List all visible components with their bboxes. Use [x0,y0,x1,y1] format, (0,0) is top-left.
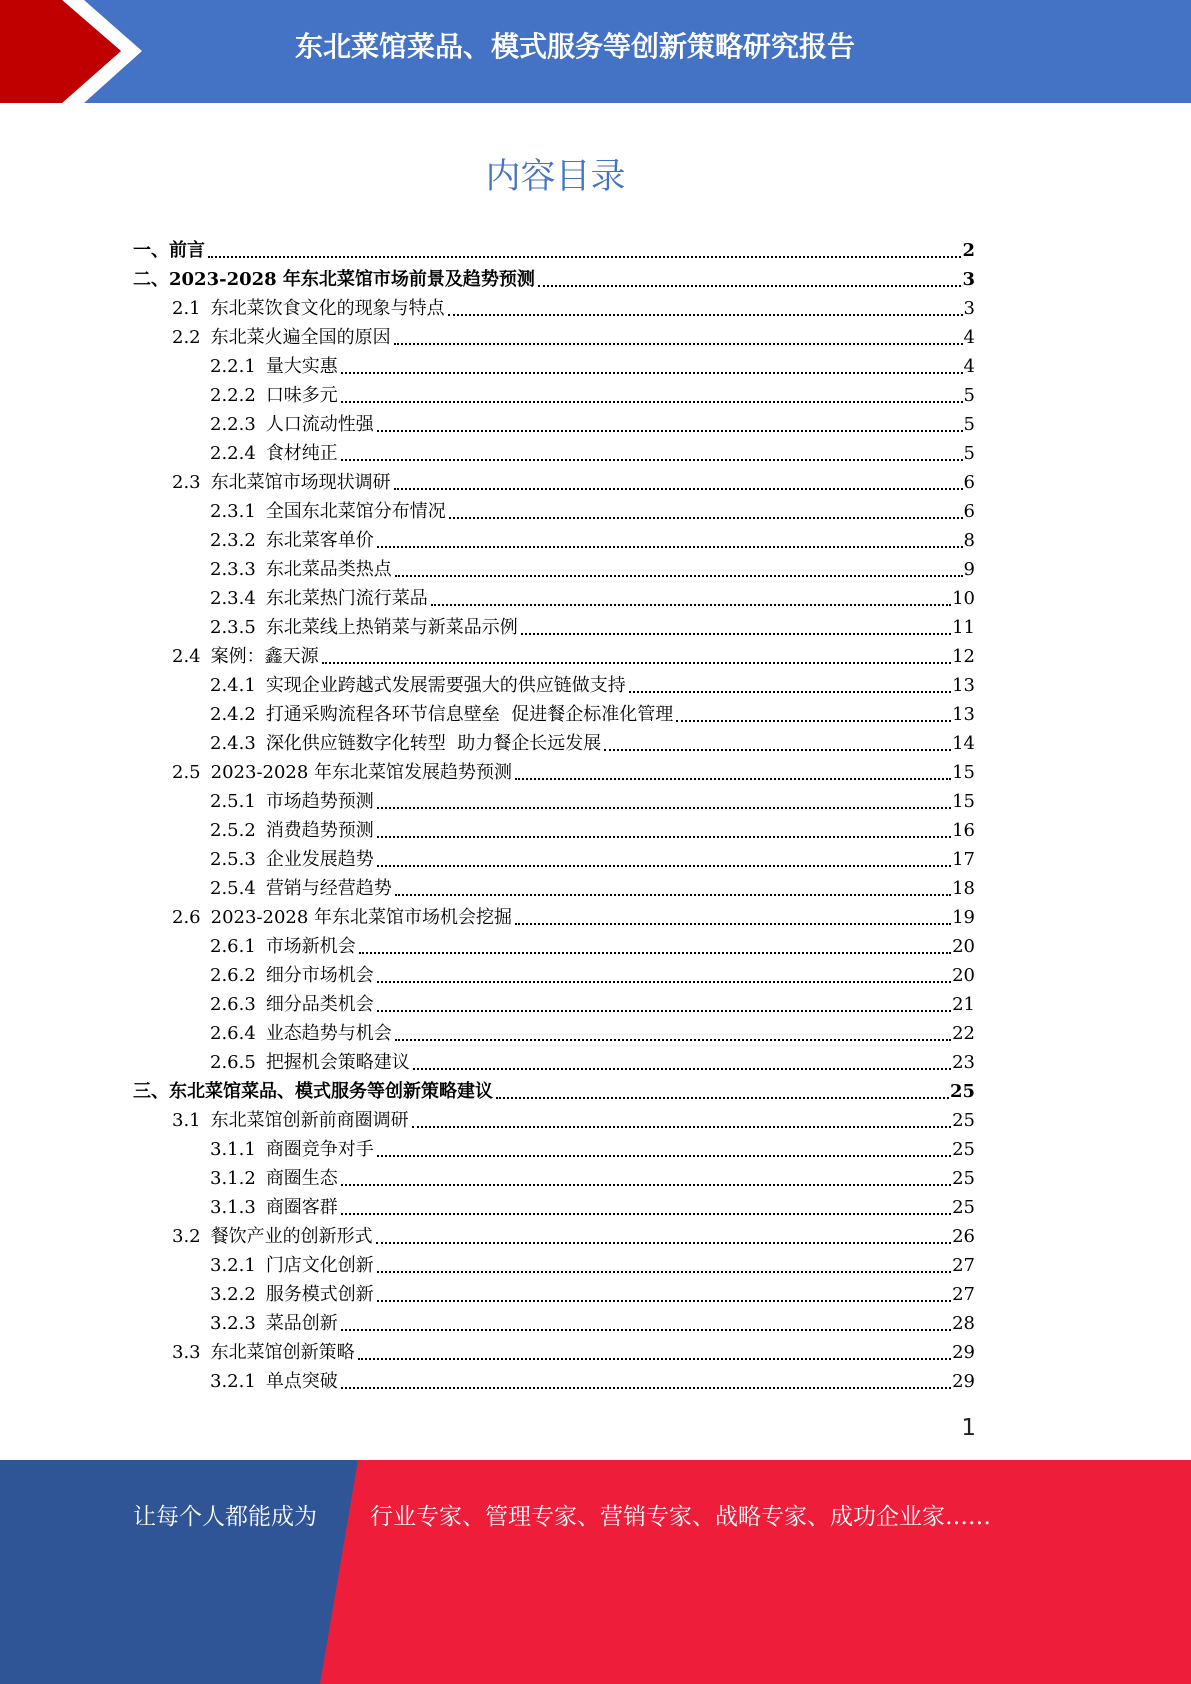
toc-entry-page: 5 [963,443,975,464]
toc-leader-dots [358,1357,951,1360]
toc-leader-dots [395,893,951,896]
toc-entry-title: 东北菜馆创新前商圈调研 [210,1110,409,1131]
toc-entry-page: 19 [952,907,975,928]
toc-leader-dots [377,429,963,432]
toc-entry[interactable] [133,584,975,613]
toc-entry-number: 2.1 [172,298,201,319]
toc-entry[interactable] [133,1164,975,1193]
toc-entry-title: 量大实惠 [265,356,338,377]
toc-leader-dots [412,1125,951,1128]
toc-entry[interactable] [133,497,975,526]
toc-entry[interactable] [133,613,975,642]
toc-entry-page: 5 [963,385,975,406]
toc-entry-page: 20 [952,936,975,957]
toc-entry-page: 3 [962,269,975,290]
toc-entry-title: 商圈生态 [265,1168,338,1189]
toc-entry-title: 东北菜火遍全国的原因 [210,327,391,348]
toc-entry-title: 商圈竞争对手 [265,1139,374,1160]
toc-entry-title: 把握机会策略建议 [265,1052,410,1073]
page-header-band [0,0,1191,103]
toc-entry-number: 2.2.3 [210,414,256,435]
toc-entry[interactable] [133,352,975,381]
toc-entry-page: 22 [952,1023,975,1044]
toc-entry-number: 2.6.4 [210,1023,256,1044]
toc-entry[interactable] [133,1048,975,1077]
toc-entry[interactable] [133,1280,975,1309]
toc-entry-page: 27 [952,1284,975,1305]
toc-entry-number: 3.2 [172,1226,201,1247]
toc-entry[interactable] [133,555,975,584]
toc-entry-title: 菜品创新 [265,1313,338,1334]
toc-leader-dots [322,661,951,664]
toc-entry[interactable] [133,1135,975,1164]
toc-leader-dots [395,574,963,577]
toc-leader-dots [341,371,963,374]
footer-blue-band [0,1460,358,1684]
toc-entry-page: 25 [949,1081,975,1102]
toc-entry-page: 6 [963,472,975,493]
toc-leader-dots [377,835,951,838]
toc-entry[interactable] [133,700,975,729]
toc-entry-title: 市场新机会 [265,936,356,957]
toc-leader-dots [341,1386,951,1389]
toc-leader-dots [377,1009,951,1012]
toc-entry-page: 20 [952,965,975,986]
toc-entry-number: 2.5.1 [210,791,256,812]
toc-leader-dots [395,1038,951,1041]
toc-entry[interactable] [133,381,975,410]
toc-entry-title: 东北菜热门流行菜品 [265,588,428,609]
toc-leader-dots [676,719,951,722]
toc-entry-number: 2.6.1 [210,936,256,957]
toc-entry-number: 一、 [133,240,169,261]
toc-leader-dots [341,1328,951,1331]
toc-entry-title: 餐饮产业的创新形式 [210,1226,373,1247]
toc-entry-title: 案例：鑫天源 [210,646,319,667]
toc-entry-page: 27 [952,1255,975,1276]
toc-entry[interactable] [133,932,975,961]
toc-entry-title: 营销与经营趋势 [265,878,392,899]
toc-entry-title: 前言 [169,240,205,261]
toc-entry-page: 12 [952,646,975,667]
toc-entry-title: 企业发展趋势 [265,849,374,870]
toc-entry[interactable] [133,961,975,990]
toc-entry[interactable] [133,1019,975,1048]
toc-entry-number: 3.2.1 [210,1371,256,1392]
toc-entry-page: 29 [952,1342,975,1363]
toc-leader-dots [341,1212,951,1215]
toc-entry-title: 单点突破 [265,1371,338,1392]
toc-leader-dots [413,1067,951,1070]
toc-leader-dots [377,1299,951,1302]
toc-entry-page: 6 [963,501,975,522]
toc-entry-number: 2.3.5 [210,617,256,638]
toc-entry-title: 商圈客群 [265,1197,338,1218]
toc-entry-title: 口味多元 [265,385,338,406]
toc-entry-page: 17 [952,849,975,870]
toc-entry-page: 25 [952,1139,975,1160]
toc-heading: 内容目录 [485,157,626,197]
toc-entry[interactable] [133,816,975,845]
toc-entry[interactable] [133,526,975,555]
toc-entry-number: 2.4.3 [210,733,256,754]
toc-entry-title: 人口流动性强 [265,414,374,435]
toc-leader-dots [515,777,951,780]
toc-entry-number: 2.5.3 [210,849,256,870]
toc-leader-dots [376,1241,951,1244]
toc-entry-page: 28 [952,1313,975,1334]
toc-entry-number: 3.1.3 [210,1197,256,1218]
toc-leader-dots [394,487,963,490]
toc-entry-page: 11 [952,617,975,638]
toc-entry-title: 东北菜馆菜品、模式服务等创新策略建议 [169,1081,493,1102]
toc-entry-number: 2.3.4 [210,588,256,609]
toc-entry-title: 门店文化创新 [265,1255,374,1276]
toc-entry[interactable] [133,787,975,816]
toc-leader-dots [377,864,951,867]
toc-entry-page: 25 [952,1168,975,1189]
toc-entry[interactable] [133,903,975,932]
toc-entry-number: 2.6.5 [210,1052,256,1073]
toc-entry-title: 东北菜馆市场现状调研 [210,472,391,493]
toc-leader-dots [208,255,961,258]
toc-entry-number: 3.2.2 [210,1284,256,1305]
toc-entry-number: 3.1.2 [210,1168,256,1189]
toc-entry-title: 东北菜客单价 [265,530,374,551]
toc-entry[interactable] [133,1251,975,1280]
toc-entry-page: 14 [952,733,975,754]
toc-entry-number: 2.5.4 [210,878,256,899]
toc-entry[interactable] [133,410,975,439]
toc-entry-page: 18 [952,878,975,899]
toc-entry-number: 二、 [133,269,169,290]
toc-entry-page: 13 [952,704,975,725]
toc-leader-dots [377,980,951,983]
toc-leader-dots [377,545,963,548]
toc-entry-number: 2.4 [172,646,201,667]
toc-entry-title: 东北菜饮食文化的现象与特点 [210,298,445,319]
toc-leader-dots [496,1096,949,1099]
toc-leader-dots [341,1183,951,1186]
toc-entry[interactable] [133,294,975,323]
toc-entry[interactable] [133,1193,975,1222]
toc-leader-dots [604,748,951,751]
footer-graphic [0,1460,1191,1684]
toc-entry-page: 2 [962,240,975,261]
toc-entry-page: 15 [952,762,975,783]
page-footer-band [0,1460,1191,1684]
toc-entry[interactable] [133,990,975,1019]
page-number: 1 [961,1415,976,1441]
toc-leader-dots [394,342,963,345]
footer-slogan-left: 让每个人都能成为 [133,1504,317,1530]
toc-entry[interactable] [133,845,975,874]
toc-leader-dots [629,690,951,693]
toc-leader-dots [377,806,951,809]
toc-entry-number: 2.3 [172,472,201,493]
report-title: 东北菜馆菜品、模式服务等创新策略研究报告 [294,30,855,63]
toc-entry-title: 东北菜品类热点 [265,559,392,580]
toc-entry-page: 4 [963,327,975,348]
toc-entry-page: 23 [952,1052,975,1073]
toc-leader-dots [377,1154,951,1157]
toc-entry-number: 3.1 [172,1110,201,1131]
toc-entry-page: 15 [952,791,975,812]
toc-entry-number: 3.2.3 [210,1313,256,1334]
toc-leader-dots [431,603,951,606]
toc-entry-page: 9 [963,559,975,580]
table-of-contents [133,236,975,1396]
toc-entry-number: 3.3 [172,1342,201,1363]
toc-entry[interactable] [133,468,975,497]
toc-entry-number: 2.3.1 [210,501,256,522]
toc-entry-number: 2.6 [172,907,201,928]
toc-entry-title: 2023-2028 年东北菜馆发展趋势预测 [210,762,513,783]
toc-entry[interactable] [133,758,975,787]
toc-entry-title: 2023-2028 年东北菜馆市场前景及趋势预测 [169,269,535,290]
toc-entry[interactable] [133,1222,975,1251]
toc-leader-dots [521,632,951,635]
toc-entry-number: 3.1.1 [210,1139,256,1160]
toc-entry-number: 2.4.1 [210,675,256,696]
toc-entry-page: 26 [952,1226,975,1247]
toc-entry[interactable] [133,1338,975,1367]
toc-entry-number: 2.5.2 [210,820,256,841]
toc-entry[interactable] [133,1309,975,1338]
toc-entry-number: 三、 [133,1081,169,1102]
toc-entry-number: 2.2 [172,327,201,348]
toc-entry-title: 深化供应链数字化转型 助力餐企长远发展 [265,733,602,754]
toc-entry-number: 2.6.2 [210,965,256,986]
toc-entry-title: 业态趋势与机会 [265,1023,392,1044]
toc-entry-title: 细分品类机会 [265,994,374,1015]
toc-entry-number: 2.2.1 [210,356,256,377]
toc-entry[interactable] [133,671,975,700]
toc-entry[interactable] [133,874,975,903]
toc-entry[interactable] [133,236,975,265]
toc-entry-title: 实现企业跨越式发展需要强大的供应链做支持 [265,675,626,696]
toc-leader-dots [359,951,951,954]
toc-entry-number: 2.4.2 [210,704,256,725]
toc-entry-title: 细分市场机会 [265,965,374,986]
toc-entry-number: 2.6.3 [210,994,256,1015]
toc-entry-number: 2.3.3 [210,559,256,580]
toc-entry-page: 8 [963,530,975,551]
toc-entry-page: 10 [952,588,975,609]
toc-entry-number: 2.2.2 [210,385,256,406]
toc-entry-title: 东北菜馆创新策略 [210,1342,355,1363]
toc-entry[interactable] [133,729,975,758]
toc-entry-number: 2.5 [172,762,201,783]
toc-entry-page: 16 [952,820,975,841]
toc-entry-title: 全国东北菜馆分布情况 [265,501,446,522]
toc-entry-title: 打通采购流程各环节信息壁垒 促进餐企标准化管理 [265,704,674,725]
toc-leader-dots [377,1270,951,1273]
toc-entry[interactable] [133,642,975,671]
toc-entry-page: 25 [952,1110,975,1131]
toc-entry-page: 29 [952,1371,975,1392]
footer-slogan-right: 行业专家、管理专家、营销专家、战略专家、成功企业家…… [370,1504,991,1530]
toc-entry-page: 21 [952,994,975,1015]
toc-entry-page: 4 [963,356,975,377]
toc-entry-number: 3.2.1 [210,1255,256,1276]
toc-entry-page: 3 [963,298,975,319]
toc-entry-title: 服务模式创新 [265,1284,374,1305]
toc-entry-number: 2.3.2 [210,530,256,551]
toc-leader-dots [515,922,951,925]
toc-entry-number: 2.2.4 [210,443,256,464]
toc-leader-dots [538,284,962,287]
toc-entry-title: 消费趋势预测 [265,820,374,841]
toc-leader-dots [449,516,963,519]
toc-entry-page: 13 [952,675,975,696]
toc-leader-dots [341,400,963,403]
toc-entry-title: 2023-2028 年东北菜馆市场机会挖掘 [210,907,513,928]
toc-entry[interactable] [133,439,975,468]
toc-entry-title: 市场趋势预测 [265,791,374,812]
toc-entry-title: 东北菜线上热销菜与新菜品示例 [265,617,518,638]
toc-entry[interactable] [133,265,975,294]
toc-leader-dots [341,458,963,461]
toc-entry-page: 25 [952,1197,975,1218]
toc-entry[interactable] [133,1367,975,1396]
toc-entry[interactable] [133,1077,975,1106]
toc-entry[interactable] [133,323,975,352]
toc-entry-title: 食材纯正 [265,443,338,464]
toc-leader-dots [448,313,963,316]
toc-entry[interactable] [133,1106,975,1135]
toc-entry-page: 5 [963,414,975,435]
